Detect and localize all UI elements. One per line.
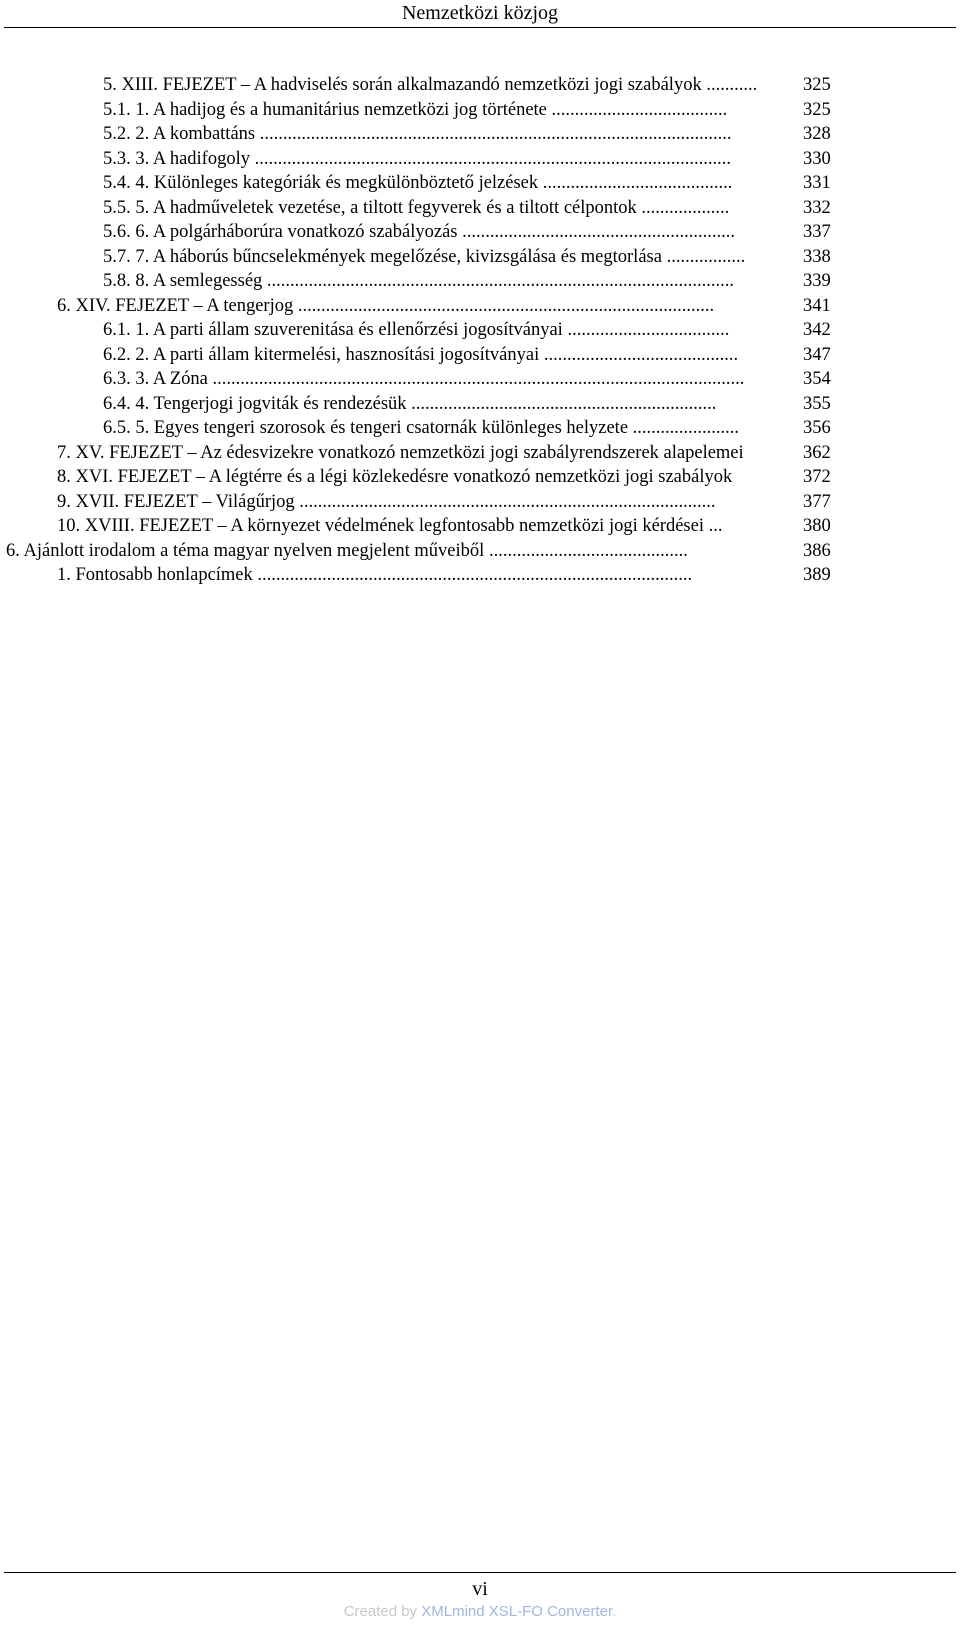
toc-entry[interactable] xyxy=(0,318,960,343)
toc-entry-leader: ..................................................................................................... xyxy=(262,271,735,291)
toc-entry-leader: ...................................... xyxy=(546,99,728,120)
document-title: Nemzetközi közjog xyxy=(401,2,559,24)
toc-entry[interactable] xyxy=(0,171,960,196)
toc-entry[interactable] xyxy=(0,416,960,441)
toc-entry[interactable] xyxy=(0,367,960,392)
toc-entry-leader: ........................................... xyxy=(484,540,688,561)
toc-entry-text xyxy=(103,367,744,392)
toc-entry[interactable] xyxy=(0,196,960,221)
toc-entry-page-number: 328 xyxy=(803,124,831,144)
toc-entry-text xyxy=(103,98,727,123)
toc-entry-text xyxy=(103,416,739,441)
toc-entry-label: 6.1. 1. A parti állam szuverenitása és ellenőrzési jogosítványai xyxy=(103,320,563,340)
toc-entry-page-number: 339 xyxy=(803,271,831,291)
toc-entry-leader: .......................................... xyxy=(539,344,739,365)
toc-entry-page-number: 337 xyxy=(803,222,831,242)
toc-entry[interactable] xyxy=(0,73,960,98)
toc-entry-page-number: 354 xyxy=(803,369,831,389)
toc-entry[interactable] xyxy=(0,563,960,588)
toc-entry-label: 5.2. 2. A kombattáns xyxy=(103,124,256,144)
toc-entry-label: 5.4. 4. Különleges kategóriák és megkülönböztető jelzések xyxy=(103,173,539,193)
toc-entry-page-number: 341 xyxy=(803,295,831,316)
toc-entry-page-number: 372 xyxy=(803,467,831,487)
toc-entry-label: 5.8. 8. A semlegesség xyxy=(103,271,263,291)
toc-entry-leader: ................. xyxy=(661,246,746,267)
toc-entry[interactable] xyxy=(0,490,960,515)
toc-entry-page-number: 380 xyxy=(803,516,831,536)
toc-entry-page-number: 325 xyxy=(803,75,831,95)
toc-entry-text xyxy=(103,220,735,245)
toc-entry-leader: ................... xyxy=(636,197,730,218)
toc-entry-text xyxy=(103,147,731,172)
toc-entry-page-number: 342 xyxy=(803,320,831,340)
toc-entry-label: 5.5. 5. A hadműveletek vezetése, a tiltott fegyverek és a tiltott célpontok xyxy=(103,197,637,218)
toc-entry-text xyxy=(57,514,722,539)
credit-prefix: Created by xyxy=(343,1603,422,1620)
toc-entry[interactable] xyxy=(0,465,960,490)
toc-entry-text xyxy=(57,465,732,490)
toc-entry-text xyxy=(57,490,716,515)
toc-entry[interactable] xyxy=(0,122,960,147)
toc-entry[interactable] xyxy=(0,245,960,270)
toc-entry-label: 5.6. 6. A polgárháborúra vonatkozó szabályozás xyxy=(103,222,458,242)
credit-brand-link[interactable]: XMLmind XSL-FO Converter xyxy=(421,1603,613,1620)
toc-entry-label: 6.3. 3. A Zóna xyxy=(103,369,208,389)
toc-entry-text xyxy=(103,122,732,147)
toc-entry-text xyxy=(103,73,757,98)
toc-entry-text xyxy=(103,269,734,294)
toc-entry[interactable] xyxy=(0,147,960,172)
toc-entry-leader: ....................... xyxy=(628,418,740,438)
toc-entry-text xyxy=(57,441,744,466)
toc-entry-text xyxy=(6,539,688,564)
toc-entry-leader: ....................................................................................................... xyxy=(249,148,731,169)
toc-entry-label: 6.5. 5. Egyes tengeri szorosok és tengeri csatornák különleges helyzete xyxy=(103,418,629,438)
toc-entry-leader: .............................................................................................. xyxy=(252,565,693,585)
toc-entry-label: 5.3. 3. A hadifogoly xyxy=(103,148,250,169)
toc-entry-leader: ................................... xyxy=(562,320,730,340)
toc-entry-label: 6.4. 4. Tengerjogi jogviták és rendezésük xyxy=(103,393,407,414)
toc-entry-page-number: 325 xyxy=(803,99,831,120)
toc-entry-label: 1. Fontosabb honlapcímek xyxy=(57,565,253,585)
toc-entry-label: 5.7. 7. A háborús bűncselekmények megelőzése, kivizsgálása és megtorlása xyxy=(103,246,662,267)
toc-entry-leader: .......................................................................................... xyxy=(293,295,715,316)
toc-entry-text xyxy=(103,245,745,270)
toc-entry-text xyxy=(57,294,714,319)
toc-entry[interactable] xyxy=(0,98,960,123)
toc-entry-label: 10. XVIII. FEJEZET – A környezet védelmének legfontosabb nemzetközi jogi kérdései xyxy=(57,516,704,536)
toc-entry[interactable] xyxy=(0,294,960,319)
toc-entry-page-number: 355 xyxy=(803,393,831,414)
header-divider xyxy=(4,27,956,28)
running-header xyxy=(0,0,960,26)
toc-entry-label: 5.1. 1. A hadijog és a humanitárius nemzetközi jog története xyxy=(103,99,547,120)
toc-entry-leader: .......................................................................................... xyxy=(294,491,716,512)
toc-entry-leader: ...................................................................................................... xyxy=(255,124,732,144)
toc-entry[interactable] xyxy=(0,392,960,417)
generator-credit xyxy=(0,1601,960,1623)
toc-entry-page-number: 330 xyxy=(803,148,831,169)
toc-entry-label: 9. XVII. FEJEZET – Világűrjog xyxy=(57,491,295,512)
toc-entry-label: 7. XV. FEJEZET – Az édesvizekre vonatkozó nemzetközi jogi szabályrendszerek alapelemei xyxy=(57,442,744,463)
toc-entry-leader: ........................................................... xyxy=(457,222,735,242)
footer-divider xyxy=(4,1572,956,1573)
toc-entry-leader: ................................................................................................................... xyxy=(207,369,745,389)
toc-entry-leader: .................................................................. xyxy=(406,393,717,414)
toc-entry-text xyxy=(103,196,729,221)
toc-entry-text xyxy=(103,392,716,417)
toc-entry[interactable] xyxy=(0,269,960,294)
toc-entry-page-number: 347 xyxy=(803,344,831,365)
toc-entry-page-number: 332 xyxy=(803,197,831,218)
toc-entry[interactable] xyxy=(0,220,960,245)
toc-entry-leader: ......................................... xyxy=(538,173,733,193)
toc-entry-page-number: 356 xyxy=(803,418,831,438)
toc-entry-label: 8. XVI. FEJEZET – A légtérre és a légi közlekedésre vonatkozó nemzetközi jogi szabályok xyxy=(57,467,733,487)
toc-entry-page-number: 386 xyxy=(803,540,831,561)
toc-entry[interactable] xyxy=(0,539,960,564)
toc-entry-text xyxy=(57,563,692,588)
page-number: vi xyxy=(472,1578,488,1600)
credit-suffix: . xyxy=(612,1603,617,1620)
toc-entry[interactable] xyxy=(0,514,960,539)
toc-entry-page-number: 338 xyxy=(803,246,831,267)
toc-entry-page-number: 389 xyxy=(803,565,831,585)
toc-entry-page-number: 362 xyxy=(803,442,831,463)
toc-entry-leader: ... xyxy=(703,516,723,536)
toc-entry[interactable] xyxy=(0,343,960,368)
toc-entry-label: 6. Ajánlott irodalom a téma magyar nyelven megjelent műveiből xyxy=(6,540,485,561)
toc-entry-text xyxy=(103,343,738,368)
toc-entry-page-number: 331 xyxy=(803,173,831,193)
toc-entry-text xyxy=(103,171,732,196)
toc-entry-leader: ........... xyxy=(701,75,758,95)
toc-entry-label: 6. XIV. FEJEZET – A tengerjog xyxy=(57,295,294,316)
table-of-contents xyxy=(0,73,960,588)
toc-entry-text xyxy=(103,318,729,343)
toc-entry[interactable] xyxy=(0,441,960,466)
toc-entry-page-number: 377 xyxy=(803,491,831,512)
toc-entry-label: 6.2. 2. A parti állam kitermelési, hasznosítási jogosítványai xyxy=(103,344,540,365)
toc-entry-label: 5. XIII. FEJEZET – A hadviselés során alkalmazandó nemzetközi jogi szabályok xyxy=(103,75,702,95)
